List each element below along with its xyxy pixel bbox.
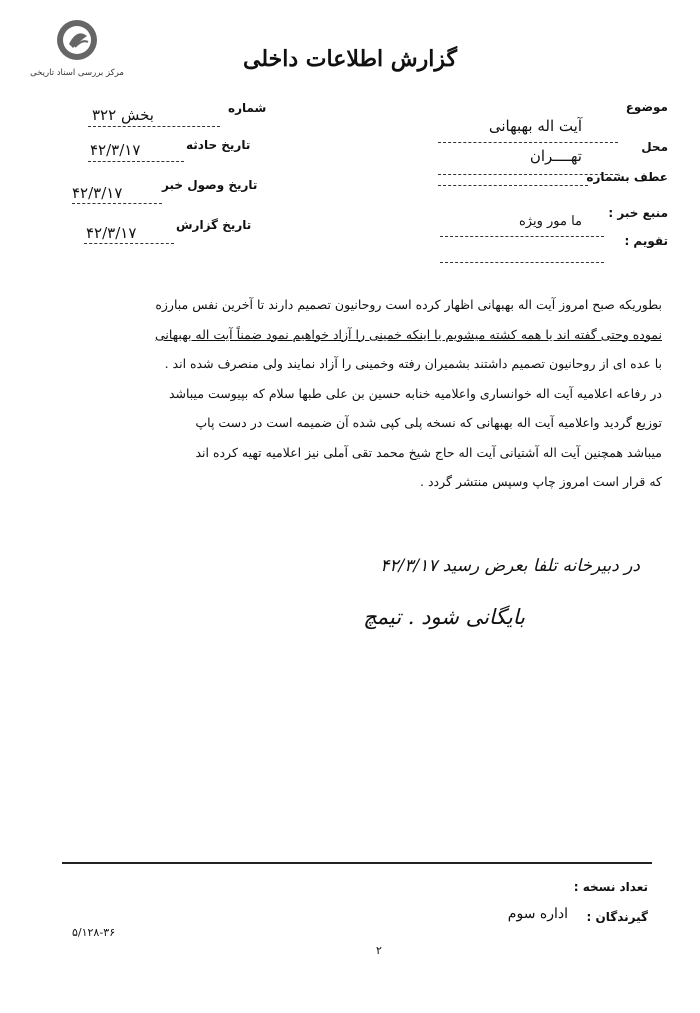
body-line: بطوریکه صبح امروز آیت اله بهبهانی اظهار کرده است روحانیون تصمیم دارند تا آخرین نفس مبارزه	[155, 297, 662, 312]
reference-label: عطف بشماره	[586, 170, 668, 184]
source-value: ما مور ویژه	[518, 214, 582, 229]
subject-underline	[438, 142, 618, 143]
location-label: محل	[641, 140, 668, 154]
event-date-label: تاریخ حادثه	[186, 138, 251, 152]
body-line: توزیع گردید واعلامیه آیت اله بهبهانی که نسخه پلی کپی شده آن ضمیمه است در دست پاپ	[195, 415, 662, 430]
assessment-underline	[440, 262, 604, 263]
handwritten-note: در دبیرخانه تلفا بعرض رسید ۴۲/۳/۱۷	[380, 556, 640, 576]
body-line: با عده ای از روحانیون تصمیم داشتند بشمیران رفته وخمینی را آزاد نمایند ولی منصرف شده اند .	[164, 356, 662, 371]
subject-label: موضوع	[625, 100, 668, 114]
report-date-label: تاریخ گزارش	[176, 218, 252, 232]
archive-org-name: مرکز بررسی اسناد تاریخی	[30, 68, 124, 78]
source-label: منبع خبر :	[608, 206, 668, 220]
number-underline	[88, 126, 220, 127]
subject-value: آیت اله بهبهانی	[488, 117, 582, 135]
assessment-label: تقویم :	[624, 234, 668, 248]
event-date-underline	[88, 161, 184, 162]
received-date-underline	[72, 203, 162, 204]
footer-divider	[62, 862, 652, 864]
copies-label: تعداد نسخه :	[573, 880, 648, 894]
report-date-value: ۴۲/۳/۱۷	[86, 224, 137, 242]
received-date-label: تاریخ وصول خبر	[162, 178, 258, 192]
body-line: میباشد همچنین آیت اله آشتیانی آیت اله حاج شیخ محمد تقی آملی نیز اعلامیه تهیه کرده اند	[195, 444, 662, 460]
body-line: نموده وحتی گفته اند یا همه کشته میشویم یا اینکه خمینی را آزاد خواهیم نمود ضمناً آیت اله بهبهانی	[154, 326, 662, 342]
page-title: گزارش اطلاعات داخلی	[243, 46, 457, 72]
location-value: تهــــران	[529, 147, 582, 165]
number-label: شماره	[228, 101, 267, 115]
reference-underline	[438, 185, 588, 186]
page-number: ۲	[376, 944, 382, 957]
received-date-value: ۴۲/۳/۱۷	[72, 184, 123, 202]
recipients-value: اداره سوم	[507, 906, 568, 922]
report-body	[52, 290, 662, 497]
number-value: بخش ۳۲۲	[92, 106, 154, 124]
source-underline	[440, 236, 604, 237]
handwritten-signature: بایگانی شود . تیمچ	[363, 605, 525, 629]
body-line: که قرار است امروز چاپ وسپس منتشر گردد .	[420, 474, 662, 489]
report-date-underline	[84, 243, 174, 244]
event-date-value: ۴۲/۳/۱۷	[90, 141, 141, 159]
document-code: ۵/۱۲۸-۳۶	[72, 926, 116, 939]
body-line: در رفاعه اعلامیه آیت اله خوانساری واعلامیه خنابه حسین بن علی طبها سلام که بپیوست میباشد	[168, 385, 662, 401]
recipients-label: گیرندگان :	[586, 910, 648, 924]
